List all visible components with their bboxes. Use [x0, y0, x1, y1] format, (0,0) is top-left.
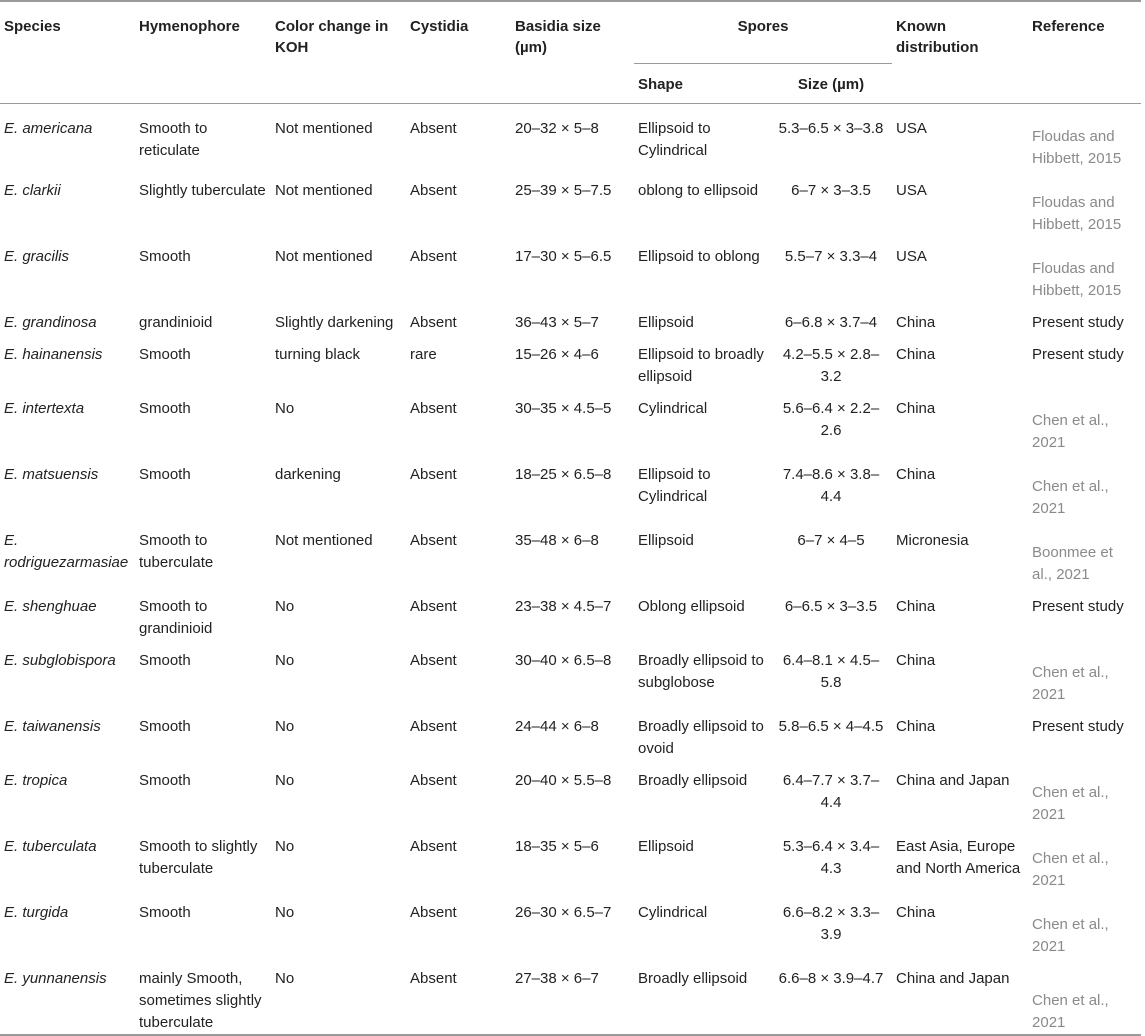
cell-spore-size: 6–7 × 4–5	[797, 531, 865, 549]
cell-basidia: 36–43 × 5–7	[515, 313, 599, 331]
cell-spore-size: 6.6–8.2 × 3.3–3.9	[782, 903, 880, 943]
cell-koh: No	[275, 837, 295, 855]
cell-hymenophore: Smooth	[139, 717, 191, 735]
cell-cystidia: Absent	[410, 597, 457, 615]
cell-spore-size: 6–7 × 3–3.5	[791, 181, 871, 199]
cell-distribution: USA	[896, 120, 927, 137]
header-reference: Reference	[1032, 18, 1105, 35]
cell-basidia: 25–39 × 5–7.5	[515, 181, 612, 199]
cell-distribution: China	[896, 651, 936, 669]
cell-cystidia: Absent	[410, 531, 457, 549]
cell-basidia: 20–40 × 5.5–8	[515, 771, 612, 789]
cell-reference: Chen et al., 2021	[1032, 915, 1109, 955]
cell-species: E. tuberculata	[4, 837, 97, 855]
table-row	[0, 706, 1141, 760]
header-distribution: Known distribution	[896, 18, 979, 56]
cell-hymenophore: Smooth	[139, 399, 191, 417]
cell-cystidia: Absent	[410, 120, 457, 137]
cell-reference: Floudas and Hibbett, 2015	[1032, 193, 1122, 233]
cell-reference: Floudas and Hibbett, 2015	[1032, 259, 1122, 299]
cell-distribution: China	[896, 465, 936, 483]
cell-basidia: 30–40 × 6.5–8	[515, 651, 612, 669]
cell-species: E. grandinosa	[4, 313, 97, 331]
header-basidia-size: Basidia size (µm)	[515, 18, 601, 56]
cell-koh: Not mentioned	[275, 531, 373, 549]
cell-spore-size: 6.4–7.7 × 3.7–4.4	[782, 771, 880, 811]
cell-spore-shape: Ellipsoid to Cylindrical	[638, 465, 711, 505]
cell-spore-shape: oblong to ellipsoid	[638, 181, 759, 199]
cell-species: E. gracilis	[4, 247, 70, 265]
table-row	[0, 104, 1141, 170]
cell-reference: Floudas and Hibbett, 2015	[1032, 127, 1122, 167]
cell-koh: No	[275, 717, 295, 735]
cell-spore-shape: Ellipsoid to oblong	[638, 247, 760, 265]
cell-cystidia: Absent	[410, 181, 457, 199]
table-row	[0, 302, 1141, 334]
cell-cystidia: Absent	[410, 651, 457, 669]
cell-koh: No	[275, 903, 295, 921]
cell-hymenophore: Smooth to reticulate	[139, 120, 208, 159]
cell-koh: No	[275, 597, 295, 615]
cell-koh: No	[275, 399, 295, 417]
cell-distribution: China	[896, 345, 936, 363]
cell-spore-shape: Oblong ellipsoid	[638, 597, 745, 615]
cell-species: E. turgida	[4, 903, 69, 921]
table-row	[0, 586, 1141, 640]
header-spore-shape: Shape	[638, 76, 684, 93]
cell-spore-shape: Broadly ellipsoid to subglobose	[638, 651, 764, 691]
cell-basidia: 27–38 × 6–7	[515, 969, 599, 987]
cell-species: E. shenghuae	[4, 597, 97, 615]
table-row	[0, 334, 1141, 388]
cell-hymenophore: grandinioid	[139, 313, 213, 331]
cell-reference: Chen et al., 2021	[1032, 663, 1109, 703]
cell-species: E. subglobispora	[4, 651, 116, 669]
cell-basidia: 17–30 × 5–6.5	[515, 247, 612, 265]
cell-cystidia: rare	[410, 345, 437, 363]
table-row	[0, 826, 1141, 892]
cell-distribution: East Asia, Europe and North America	[896, 837, 1021, 877]
cell-distribution: China	[896, 717, 936, 735]
cell-cystidia: Absent	[410, 399, 457, 417]
cell-spore-size: 6–6.5 × 3–3.5	[784, 597, 878, 615]
cell-basidia: 35–48 × 6–8	[515, 531, 599, 549]
header-color-change: Color change in KOH	[275, 18, 389, 56]
table-row	[0, 454, 1141, 520]
table-row	[0, 760, 1141, 826]
cell-spore-size: 6.6–8 × 3.9–4.7	[778, 969, 884, 987]
cell-spore-shape: Ellipsoid to Cylindrical	[638, 120, 711, 159]
cell-cystidia: Absent	[410, 903, 457, 921]
table-row	[0, 958, 1141, 1035]
cell-cystidia: Absent	[410, 313, 457, 331]
cell-species: E. taiwanensis	[4, 717, 101, 735]
cell-reference: Present study	[1032, 313, 1124, 331]
cell-distribution: China and Japan	[896, 771, 1010, 789]
cell-hymenophore: Slightly tuberculate	[139, 181, 266, 199]
cell-species: E. americana	[4, 120, 93, 137]
cell-cystidia: Absent	[410, 771, 457, 789]
cell-species: E. matsuensis	[4, 465, 99, 483]
cell-reference: Chen et al., 2021	[1032, 783, 1109, 823]
cell-reference: Present study	[1032, 717, 1124, 735]
cell-distribution: China	[896, 399, 936, 417]
cell-basidia: 20–32 × 5–8	[515, 120, 599, 137]
cell-species: E. tropica	[4, 771, 68, 789]
cell-koh: Not mentioned	[275, 181, 373, 199]
cell-species: E. clarkii	[4, 181, 61, 199]
cell-spore-size: 7.4–8.6 × 3.8–4.4	[782, 465, 880, 505]
cell-hymenophore: Smooth	[139, 247, 191, 265]
cell-spore-shape: Ellipsoid	[638, 313, 694, 331]
cell-cystidia: Absent	[410, 465, 457, 483]
cell-cystidia: Absent	[410, 717, 457, 735]
table-row	[0, 640, 1141, 706]
cell-hymenophore: mainly Smooth, sometimes slightly tuberculate	[139, 969, 262, 1031]
header-spores: Spores	[634, 1, 892, 64]
cell-basidia: 24–44 × 6–8	[515, 717, 599, 735]
cell-species: E. hainanensis	[4, 345, 103, 363]
cell-distribution: China	[896, 903, 936, 921]
cell-koh: No	[275, 651, 295, 669]
cell-spore-shape: Ellipsoid	[638, 531, 694, 549]
cell-spore-shape: Ellipsoid	[638, 837, 694, 855]
cell-spore-shape: Broadly ellipsoid	[638, 771, 748, 789]
cell-hymenophore: Smooth to grandinioid	[139, 597, 213, 637]
header-species: Species	[4, 18, 61, 35]
cell-distribution: Micronesia	[896, 531, 969, 549]
cell-spore-size: 4.2–5.5 × 2.8–3.2	[782, 345, 880, 385]
header-cystidia: Cystidia	[410, 18, 469, 35]
header-hymenophore: Hymenophore	[139, 18, 240, 35]
cell-spore-size: 6.4–8.1 × 4.5–5.8	[782, 651, 880, 691]
cell-distribution: China and Japan	[896, 969, 1010, 987]
cell-koh: No	[275, 771, 295, 789]
cell-hymenophore: Smooth	[139, 465, 191, 483]
cell-spore-size: 5.3–6.5 × 3–3.8	[778, 120, 884, 137]
cell-spore-shape: Broadly ellipsoid to ovoid	[638, 717, 764, 757]
table-row	[0, 520, 1141, 586]
table-row	[0, 388, 1141, 454]
cell-reference: Chen et al., 2021	[1032, 411, 1109, 451]
cell-reference: Present study	[1032, 345, 1124, 363]
cell-reference: Chen et al., 2021	[1032, 477, 1109, 517]
cell-koh: turning black	[275, 345, 361, 363]
cell-distribution: China	[896, 597, 936, 615]
cell-distribution: China	[896, 313, 936, 331]
cell-koh: Not mentioned	[275, 247, 373, 265]
cell-hymenophore: Smooth	[139, 903, 191, 921]
cell-basidia: 15–26 × 4–6	[515, 345, 599, 363]
table-row	[0, 236, 1141, 302]
cell-hymenophore: Smooth to tuberculate	[139, 531, 214, 571]
cell-spore-size: 5.3–6.4 × 3.4–4.3	[782, 837, 880, 877]
cell-reference: Present study	[1032, 597, 1124, 615]
cell-hymenophore: Smooth	[139, 345, 191, 363]
cell-hymenophore: Smooth to slightly tuberculate	[139, 837, 258, 877]
cell-spore-size: 6–6.8 × 3.7–4	[784, 313, 878, 331]
cell-basidia: 23–38 × 4.5–7	[515, 597, 612, 615]
table-row	[0, 892, 1141, 958]
cell-distribution: USA	[896, 247, 927, 265]
cell-species: E. yunnanensis	[4, 969, 107, 987]
cell-reference: Chen et al., 2021	[1032, 991, 1109, 1031]
cell-spore-shape: Cylindrical	[638, 903, 708, 921]
cell-species: E. intertexta	[4, 399, 85, 417]
cell-reference: Boonmee et al., 2021	[1032, 543, 1113, 583]
cell-hymenophore: Smooth	[139, 651, 191, 669]
table-row	[0, 170, 1141, 236]
cell-spore-size: 5.6–6.4 × 2.2–2.6	[782, 399, 880, 439]
cell-spore-shape: Broadly ellipsoid	[638, 969, 748, 987]
table-header	[0, 1, 1141, 104]
cell-cystidia: Absent	[410, 247, 457, 265]
cell-koh: Not mentioned	[275, 120, 373, 137]
cell-koh: No	[275, 969, 295, 987]
cell-spore-size: 5.5–7 × 3.3–4	[784, 247, 878, 265]
cell-reference: Chen et al., 2021	[1032, 849, 1109, 889]
cell-spore-size: 5.8–6.5 × 4–4.5	[778, 717, 884, 735]
cell-species: E. rodriguezarmasiae	[4, 531, 129, 571]
header-spore-size: Size (µm)	[797, 76, 865, 93]
cell-hymenophore: Smooth	[139, 771, 191, 789]
cell-basidia: 30–35 × 4.5–5	[515, 399, 612, 417]
cell-distribution: USA	[896, 181, 927, 199]
cell-cystidia: Absent	[410, 837, 457, 855]
cell-spore-shape: Cylindrical	[638, 399, 708, 417]
table-body	[0, 104, 1141, 1035]
cell-cystidia: Absent	[410, 969, 457, 987]
cell-basidia: 18–35 × 5–6	[515, 837, 599, 855]
cell-koh: Slightly darkening	[275, 313, 394, 331]
cell-basidia: 26–30 × 6.5–7	[515, 903, 612, 921]
cell-spore-shape: Ellipsoid to broadly ellipsoid	[638, 345, 764, 385]
cell-koh: darkening	[275, 465, 341, 483]
cell-basidia: 18–25 × 6.5–8	[515, 465, 612, 483]
